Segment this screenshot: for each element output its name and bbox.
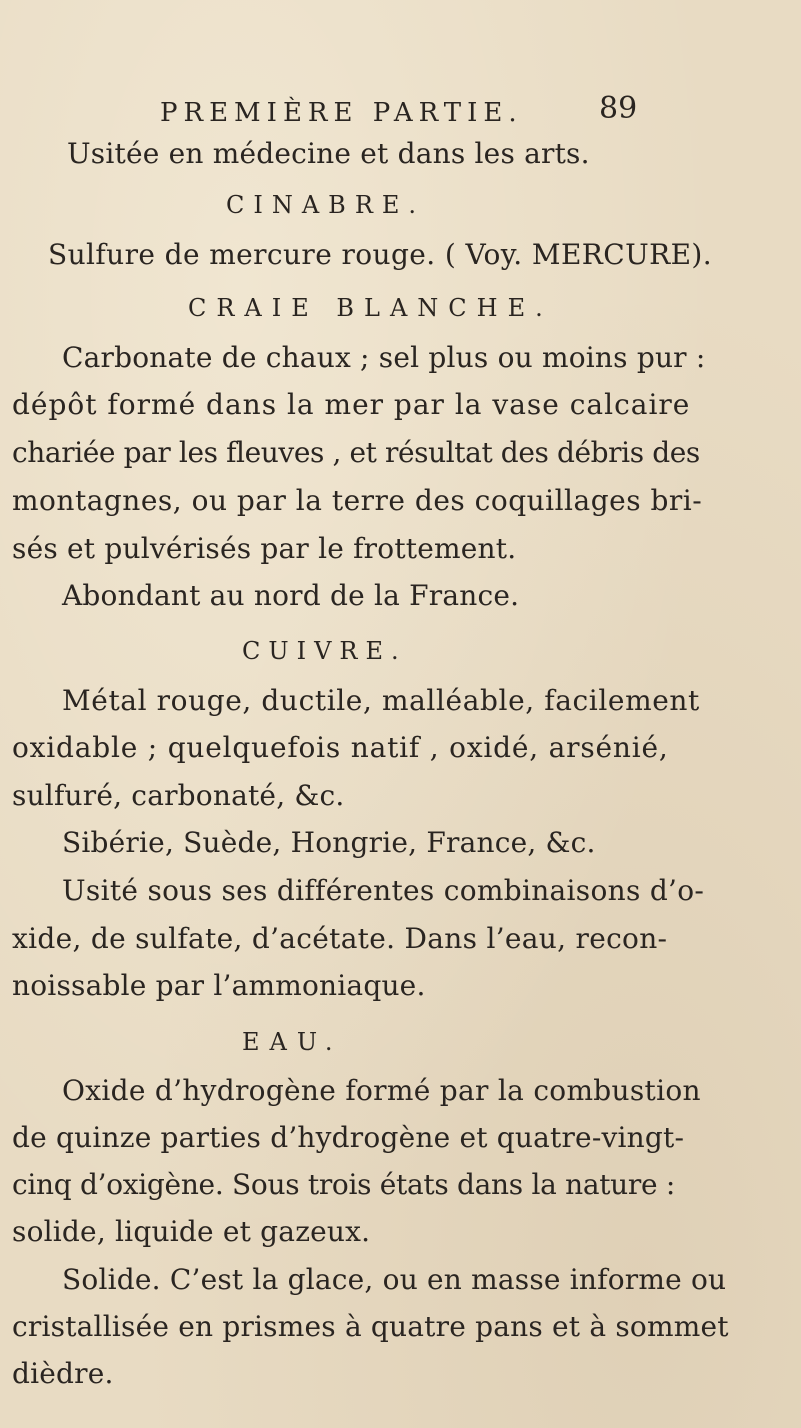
text-line: Carbonate de chaux ; sel plus ou moins pur : <box>62 341 706 375</box>
text-line: dépôt formé dans la mer par la vase calcaire <box>12 388 691 422</box>
text-line: Abondant au nord de la France. <box>62 579 520 613</box>
page-number: 89 <box>599 91 638 126</box>
text-line: Métal rouge, ductile, malléable, facilement <box>62 683 700 717</box>
text-line: sulfuré, carbonaté, &c. <box>12 779 345 813</box>
text-line: xide, de sulfate, d’acétate. Dans l’eau, recon- <box>12 921 668 955</box>
section-heading-cinabre: CINABRE. <box>226 191 426 220</box>
text-line: cinq d’oxigène. Sous trois états dans la nature : <box>12 1168 675 1201</box>
text-line: Sulfure de mercure rouge. ( Voy. MERCURE). <box>48 238 713 272</box>
text-line: Usité sous ses différentes combinaisons d’o- <box>62 874 705 908</box>
section-heading-eau: EAU. <box>242 1028 343 1057</box>
text-line: Solide. C’est la glace, ou en masse informe ou <box>62 1262 727 1296</box>
text-line: Oxide d’hydrogène formé par la combustion <box>62 1073 701 1107</box>
text-line: oxidable ; quelquefois natif , oxidé, arsénié, <box>12 730 669 764</box>
text-line: cristallisée en prismes à quatre pans et à sommet <box>12 1309 729 1343</box>
section-heading-cuivre: CUIVRE. <box>242 637 407 666</box>
text-line: de quinze parties d’hydrogène et quatre-vingt- <box>12 1120 685 1154</box>
text-line: Sibérie, Suède, Hongrie, France, &c. <box>62 826 596 860</box>
text-line: Usitée en médecine et dans les arts. <box>67 137 590 170</box>
text-line: solide, liquide et gazeux. <box>12 1215 371 1249</box>
text-line: noissable par l’ammoniaque. <box>12 968 426 1002</box>
text-line: sés et pulvérisés par le frottement. <box>12 531 517 565</box>
text-line: montagnes, ou par la terre des coquillages bri- <box>12 483 703 517</box>
running-header: PREMIÈRE PARTIE. <box>160 98 523 128</box>
section-heading-craie: CRAIE BLANCHE. <box>188 294 553 323</box>
text-line: chariée par les fleuves , et résultat des débris des <box>12 435 700 469</box>
text-line: dièdre. <box>12 1357 114 1390</box>
